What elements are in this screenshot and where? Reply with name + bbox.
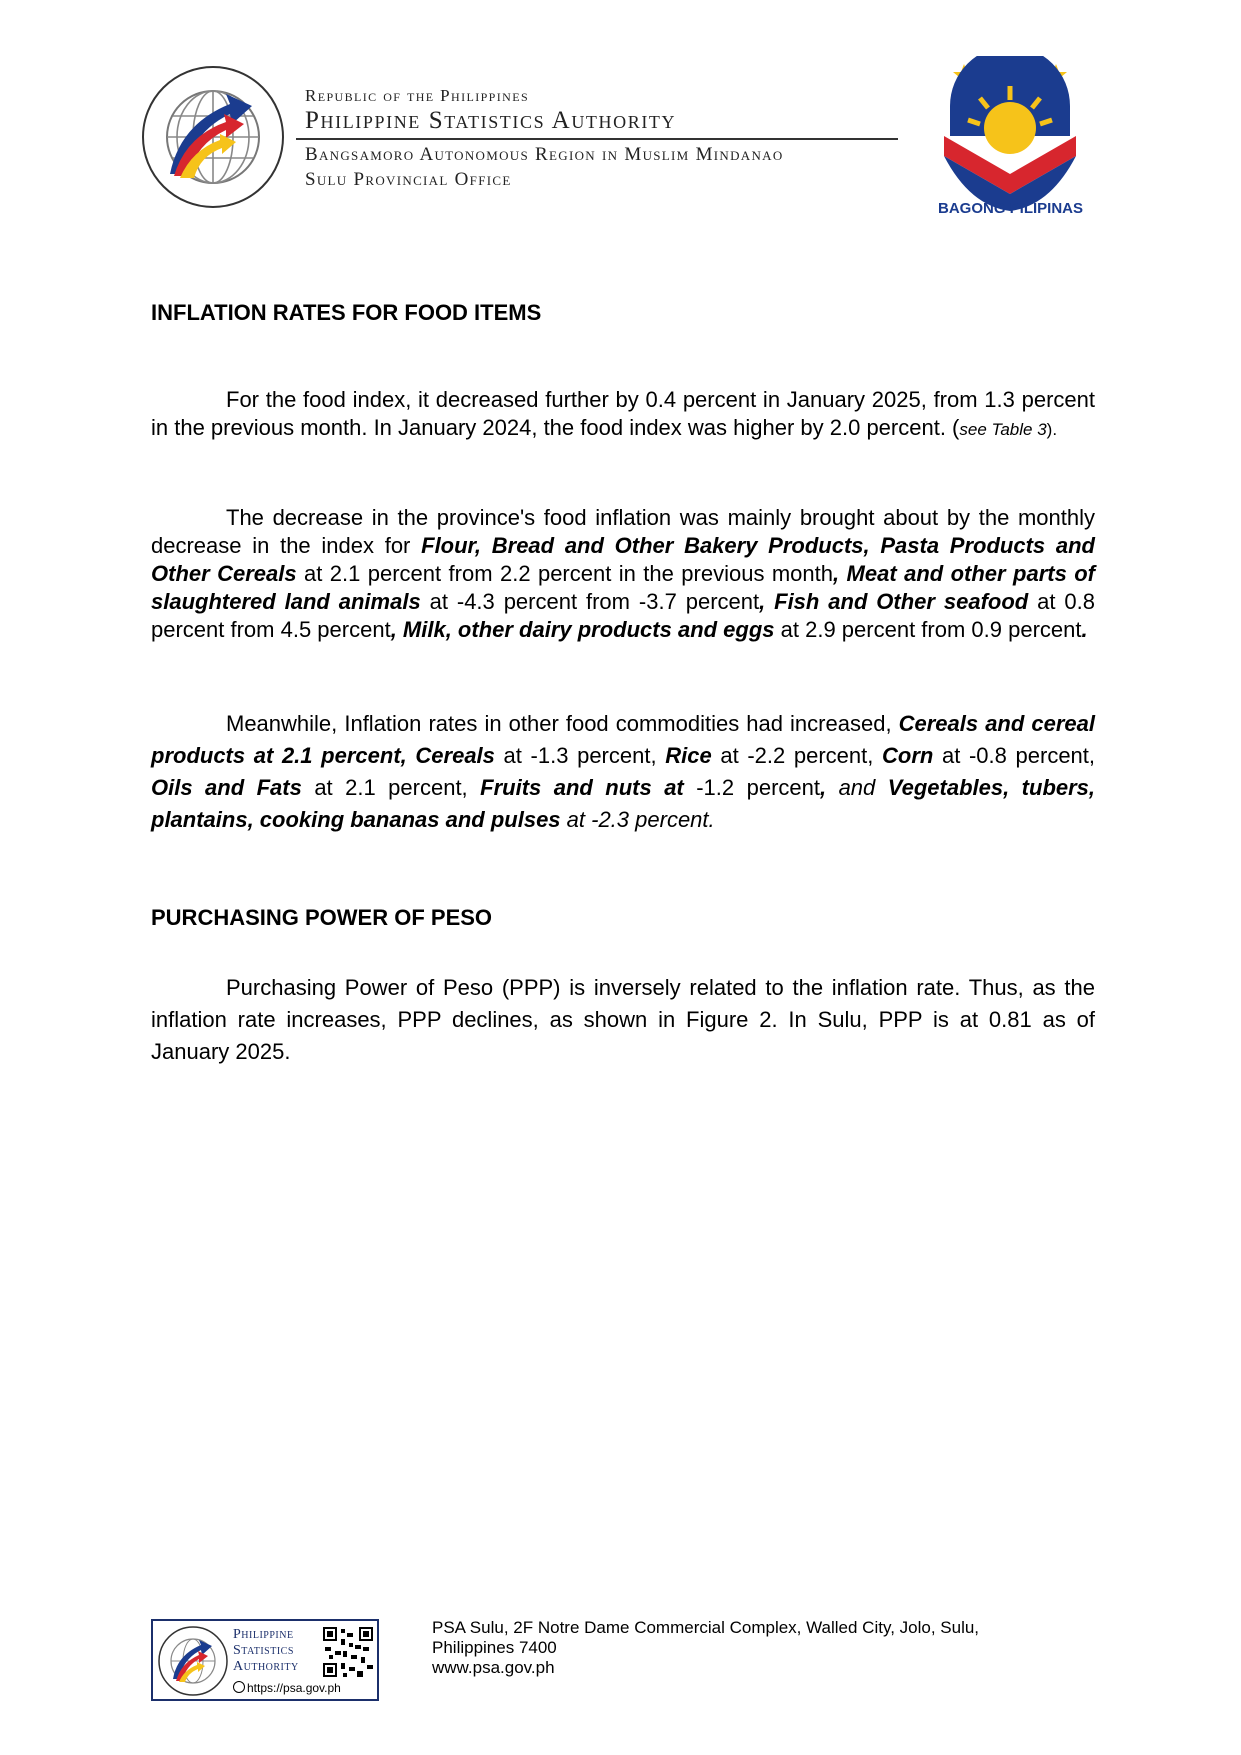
footer-website-link[interactable]: https://psa.gov.ph xyxy=(233,1681,341,1695)
section-heading-food-inflation: INFLATION RATES FOR FOOD ITEMS xyxy=(151,300,542,325)
footer-psa-seal xyxy=(157,1625,229,1697)
bagong-pilipinas-label: BAGONG PILIPINAS xyxy=(937,200,1083,217)
footer-psa-badge xyxy=(151,1619,379,1701)
republic-line: Republic of the Philippines xyxy=(305,86,530,105)
psa-seal-logo xyxy=(140,64,286,210)
footer-agency-name: Philippine Statistics Authority xyxy=(233,1627,299,1674)
qr-code xyxy=(323,1627,373,1677)
section-heading-purchasing-power: PURCHASING POWER OF PESO xyxy=(151,905,493,930)
paragraph-food-decrease: The decrease in the province's food inflation was mainly brought about by the monthly decrease in the index for Flour, Bread and Other Bakery Products, Pasta Products and Other Cereals at 2.1 percent from 2.2 percent in the previous month, Meat and other parts of slaughtered land animals at -4.3 percent from -3.7 percent, Fish and Other seafood at 0.8 percent from 4.5 percent, Milk, other dairy products and eggs at 2.9 percent from 0.9 percent. xyxy=(151,505,1096,642)
agency-name: Philippine Statistics Authority xyxy=(305,107,677,134)
table-reference: see Table 3 xyxy=(959,420,1047,439)
header-divider xyxy=(296,138,898,140)
header-agency-block xyxy=(305,86,676,136)
paragraph-food-index: For the food index, it decreased further by 0.4 percent in January 2025, from 1.3 percent in the previous month. In January 2024, the food index was higher by 2.0 percent. (see Table 3). xyxy=(151,387,1095,440)
office-line: Sulu Provincial Office xyxy=(305,169,512,190)
paragraph-purchasing-power: Purchasing Power of Peso (PPP) is inversely related to the inflation rate. Thus, as the inflation rate increases, PPP declines, as shown in Figure 2. In Sulu, PPP is at 0.81 as of January 2025. xyxy=(151,975,1095,1064)
globe-icon xyxy=(233,1681,245,1693)
region-line: Bangsamoro Autonomous Region in Muslim Mindanao xyxy=(305,144,784,165)
footer-website-text[interactable]: www.psa.gov.ph xyxy=(432,1658,555,1677)
footer-address: PSA Sulu, 2F Notre Dame Commercial Complex, Walled City, Jolo, Sulu, Philippines 7400 www.psa.gov.ph xyxy=(432,1618,980,1677)
paragraph-food-increase: Meanwhile, Inflation rates in other food commodities had increased, Cereals and cereal products at 2.1 percent, Cereals at -1.3 percent, Rice at -2.2 percent, Corn at -0.8 percent, Oils and Fats at 2.1 percent, Fruits and nuts at -1.2 percent, and Vegetables, tubers, plantains, cooking bananas and pulses at -2.3 percent. xyxy=(151,711,1096,832)
header-office-block xyxy=(305,142,784,192)
